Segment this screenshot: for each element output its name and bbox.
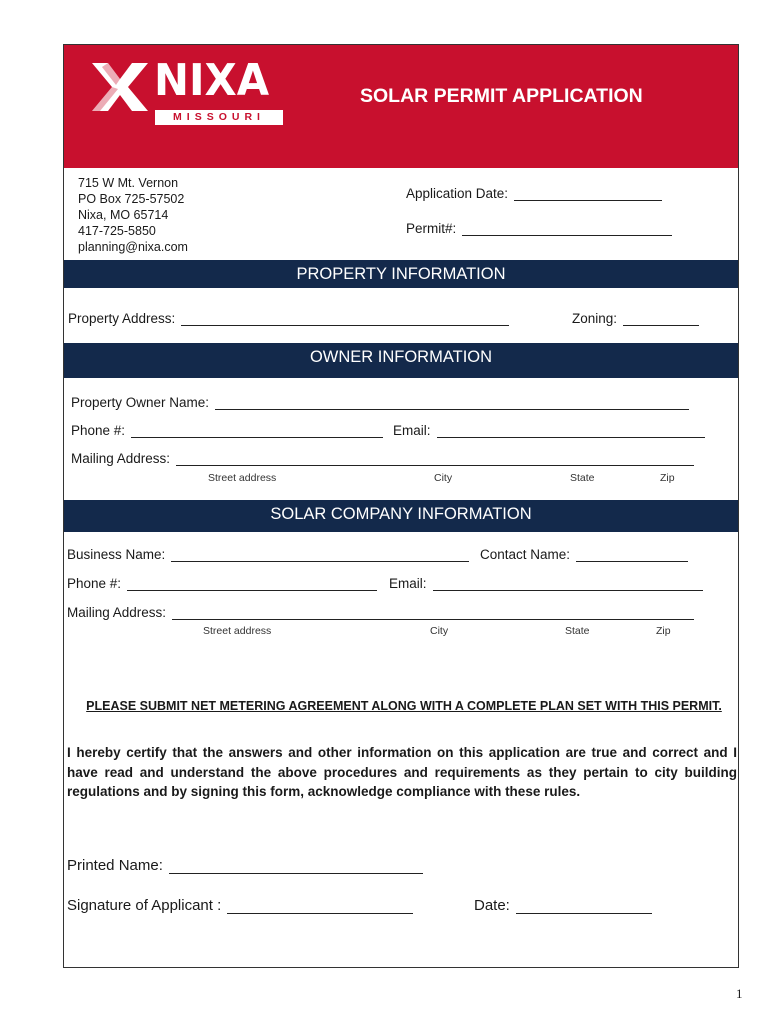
owner-phone-label: Phone #: — [71, 423, 126, 438]
owner-phone-field[interactable] — [71, 423, 383, 438]
page-number: 1 — [736, 986, 743, 1001]
company-section-header: SOLAR COMPANY INFORMATION — [64, 500, 738, 532]
company-mailing-field[interactable] — [67, 605, 694, 620]
form-header — [64, 45, 738, 168]
certification-statement: I hereby certify that the answers and other information on this application are true and correct and I have read and understand the above procedures and requirements as they pertain to city building regulations and by signing this form, acknowledge compliance with these rules. — [67, 745, 737, 799]
owner-email-line[interactable] — [437, 436, 705, 438]
contact-phone: 417-725-5850 — [78, 224, 156, 238]
permit-number-line[interactable] — [462, 234, 672, 236]
company-street-caption: Street address — [203, 625, 272, 637]
owner-state-caption: State — [570, 472, 595, 484]
business-name-label: Business Name: — [67, 547, 166, 562]
owner-mailing-field[interactable] — [71, 451, 694, 466]
company-mailing-label: Mailing Address: — [67, 605, 167, 620]
contact-name-label: Contact Name: — [480, 547, 571, 562]
property-address-line[interactable] — [181, 324, 509, 326]
owner-name-label: Property Owner Name: — [71, 395, 210, 410]
company-mailing-line[interactable] — [172, 618, 694, 620]
signature-date-label: Date: — [474, 897, 510, 914]
signature-field[interactable] — [67, 897, 413, 914]
company-city-caption: City — [430, 625, 449, 637]
contact-name-line[interactable] — [576, 560, 688, 562]
nixa-x-logo-icon — [90, 59, 150, 115]
printed-name-field[interactable] — [67, 857, 423, 874]
company-phone-label: Phone #: — [67, 576, 122, 591]
property-address-field[interactable] — [68, 311, 509, 326]
signature-date-line[interactable] — [516, 912, 652, 914]
owner-zip-caption: Zip — [660, 472, 675, 484]
printed-name-line[interactable] — [169, 872, 423, 874]
owner-email-label: Email: — [393, 423, 431, 438]
address-line-2: PO Box 725-57502 — [78, 192, 185, 206]
printed-name-label: Printed Name: — [67, 857, 163, 874]
contact-email: planning@nixa.com — [78, 240, 188, 254]
company-phone-field[interactable] — [67, 576, 377, 591]
company-email-label: Email: — [389, 576, 427, 591]
page-title: SOLAR PERMIT APPLICATION — [360, 85, 643, 107]
application-date-field[interactable] — [406, 186, 662, 201]
logo-subtitle: MISSOURI — [155, 110, 283, 125]
permit-form — [63, 44, 739, 968]
signature-label: Signature of Applicant : — [67, 897, 222, 914]
owner-name-field[interactable] — [71, 395, 689, 410]
owner-mailing-label: Mailing Address: — [71, 451, 171, 466]
company-email-line[interactable] — [433, 589, 703, 591]
company-phone-line[interactable] — [127, 589, 377, 591]
owner-email-field[interactable] — [393, 423, 705, 438]
property-address-label: Property Address: — [68, 311, 176, 326]
net-metering-notice: PLEASE SUBMIT NET METERING AGREEMENT ALONG WITH A COMPLETE PLAN SET WITH THIS PERMIT. — [86, 699, 722, 713]
signature-date-field[interactable] — [474, 897, 652, 914]
owner-phone-line[interactable] — [131, 436, 383, 438]
business-name-line[interactable] — [171, 560, 469, 562]
company-zip-caption: Zip — [656, 625, 671, 637]
owner-city-caption: City — [434, 472, 453, 484]
property-section-header: PROPERTY INFORMATION — [64, 260, 738, 288]
application-date-label: Application Date: — [406, 186, 509, 201]
contact-block — [78, 175, 188, 255]
permit-number-field[interactable] — [406, 221, 672, 236]
company-state-caption: State — [565, 625, 590, 637]
zoning-label: Zoning: — [572, 311, 618, 326]
owner-mailing-line[interactable] — [176, 464, 694, 466]
business-name-field[interactable] — [67, 547, 469, 562]
contact-name-field[interactable] — [480, 547, 688, 562]
address-line-3: Nixa, MO 65714 — [78, 208, 169, 222]
owner-name-line[interactable] — [215, 408, 689, 410]
zoning-line[interactable] — [623, 324, 699, 326]
permit-number-label: Permit#: — [406, 221, 457, 236]
zoning-field[interactable] — [572, 311, 699, 326]
signature-line[interactable] — [227, 912, 413, 914]
owner-section-header: OWNER INFORMATION — [64, 343, 738, 378]
owner-street-caption: Street address — [208, 472, 277, 484]
address-line-1: 715 W Mt. Vernon — [78, 176, 179, 190]
company-email-field[interactable] — [389, 576, 703, 591]
application-date-line[interactable] — [514, 199, 662, 201]
logo-wordmark: NIXA — [154, 55, 270, 106]
